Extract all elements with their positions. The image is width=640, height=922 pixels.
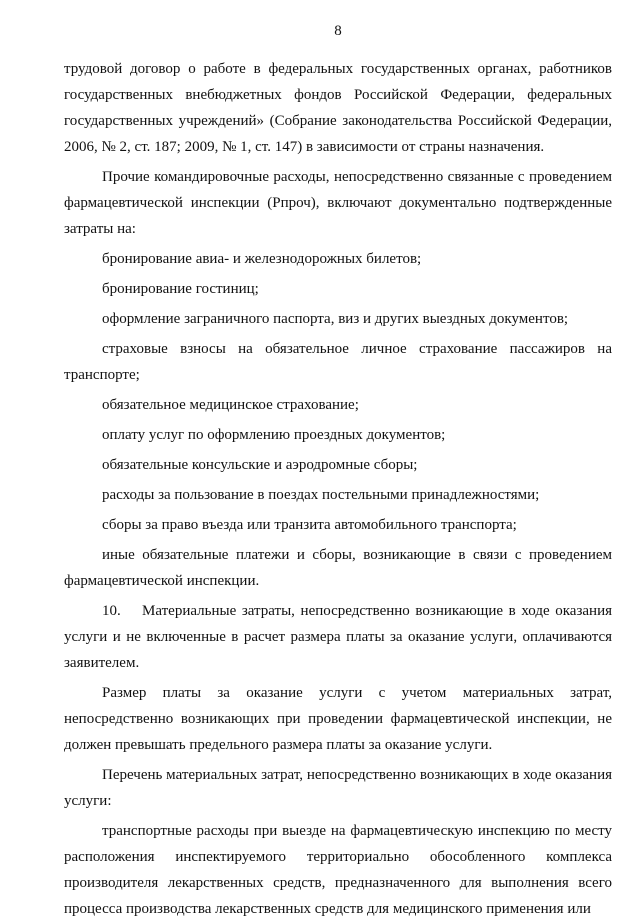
list-item: обязательное медицинское страхование; — [102, 397, 359, 413]
paragraph-material-costs-list: Перечень материальных затрат, непосредственно возникающих в ходе оказания услуги: — [64, 767, 612, 809]
list-item: оплату услуг по оформлению проездных документов; — [102, 427, 446, 443]
list-item: обязательные консульские и аэродромные сборы; — [102, 457, 418, 473]
list-item: иные обязательные платежи и сборы, возникающие в связи с проведением фармацевтической инспекции. — [64, 547, 612, 589]
list-item: расходы за пользование в поездах постельными принадлежностями; — [102, 487, 540, 503]
document-page — [64, 22, 612, 922]
page-number: 8 — [334, 23, 342, 39]
paragraph-transport-expenses: транспортные расходы при выезде на фармацевтическую инспекцию по месту расположения инспектируемого территориально обособленного комплекса производителя лекарственных средств, предназначенного для выполнения всего процесса производства лекарственных средств для медицинского применения или — [64, 823, 612, 917]
paragraph-fee-limit: Размер платы за оказание услуги с учетом материальных затрат, непосредственно возникающих при проведении фармацевтической инспекции, не должен превышать предельного размера платы за оказание услуги. — [64, 685, 612, 753]
paragraph-number: 10. — [102, 603, 121, 619]
paragraph-continuation: трудовой договор о работе в федеральных государственных органах, работников государственных внебюджетных фондов Российской Федерации, федеральных государственных учреждений» (Собрание законодательства Российской Федерации, 2006, № 2, ст. 187; 2009, № 1, ст. 147) в зависимости от страны назначения. — [64, 61, 612, 155]
paragraph-other-expenses: Прочие командировочные расходы, непосредственно связанные с проведением фармацевтической инспекции (Рпроч), включают документально подтвержденные затраты на: — [64, 169, 612, 237]
list-item: оформление заграничного паспорта, виз и других выездных документов; — [102, 311, 569, 327]
document-body — [64, 56, 612, 922]
list-item: сборы за право въезда или транзита автомобильного транспорта; — [102, 517, 517, 533]
list-item: страховые взносы на обязательное личное страхование пассажиров на транспорте; — [64, 341, 612, 383]
list-item: бронирование авиа- и железнодорожных билетов; — [102, 251, 422, 267]
paragraph-10-text: Материальные затраты, непосредственно возникающие в ходе оказания услуги и не включенные в расчет размера платы за оказание услуги, оплачиваются заявителем. — [64, 603, 612, 671]
paragraph-10 — [64, 598, 612, 676]
list-item: бронирование гостиниц; — [102, 281, 259, 297]
